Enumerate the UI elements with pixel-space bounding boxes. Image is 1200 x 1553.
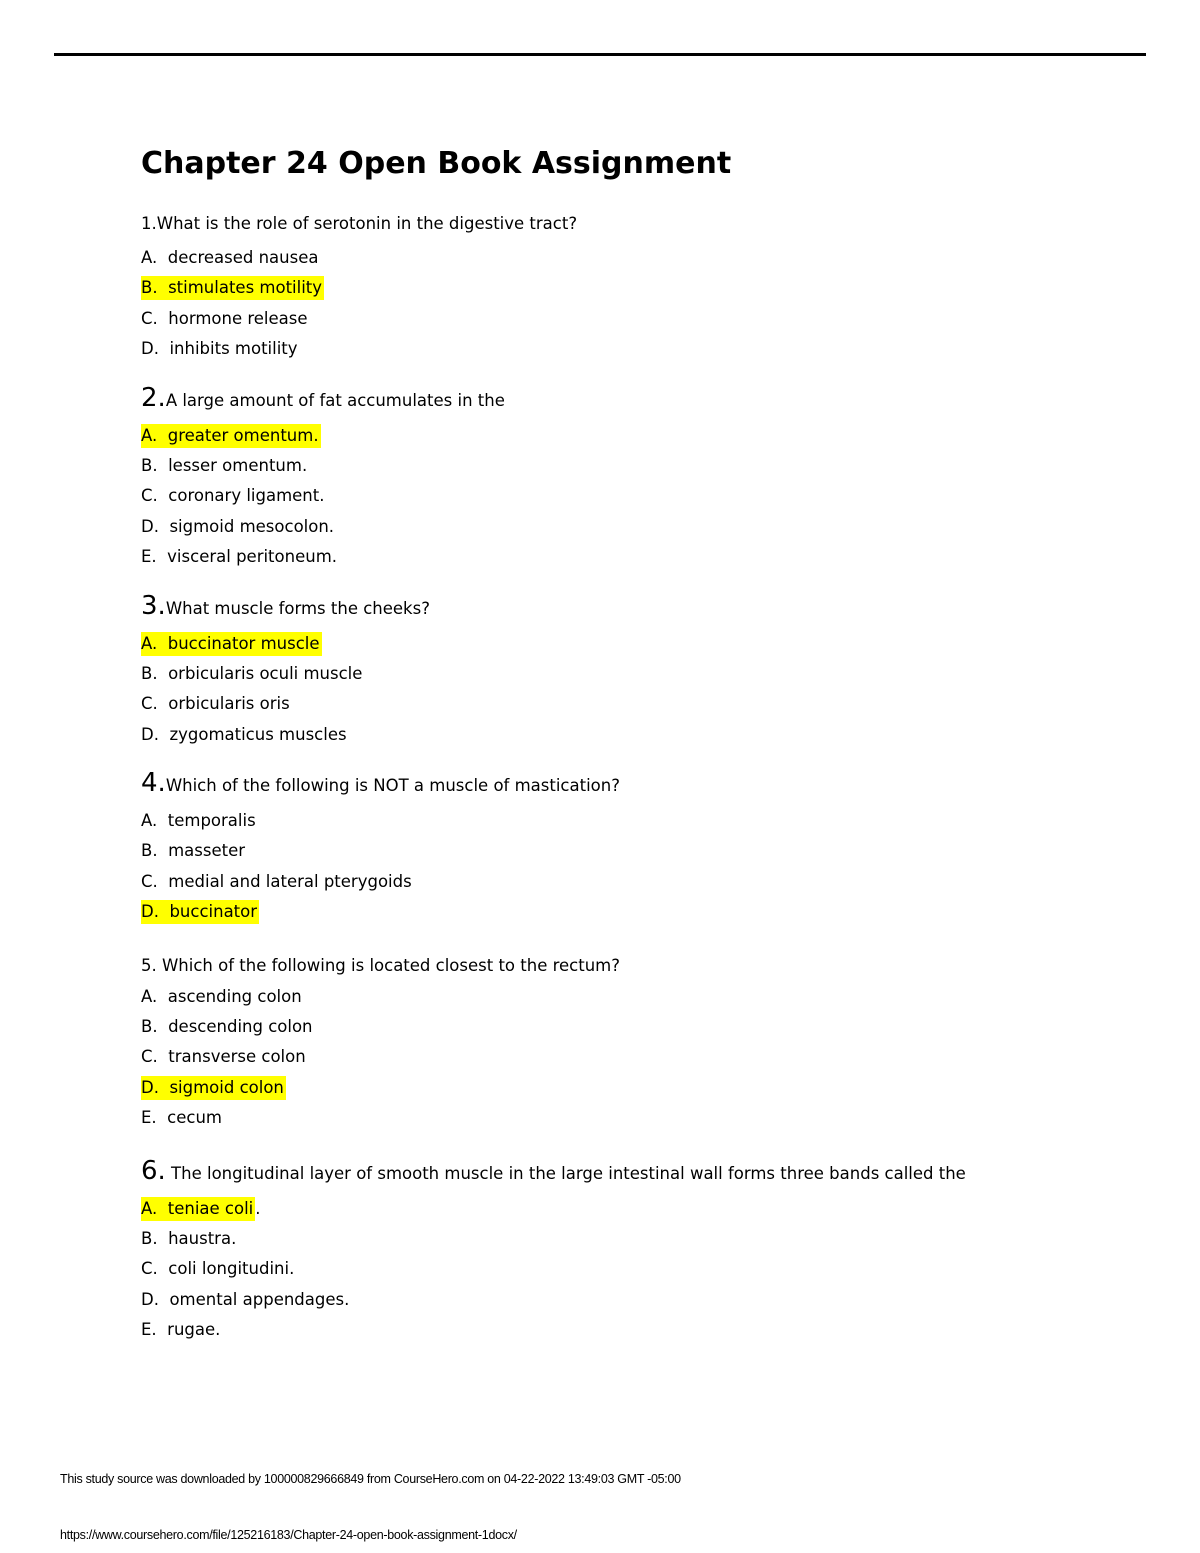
top-rule [54, 53, 1146, 56]
option-letter: C. [141, 308, 158, 328]
option-letter: E. [141, 1108, 157, 1128]
page-title: Chapter 24 Open Book Assignment [141, 146, 732, 181]
option-text: buccinator muscle [167, 633, 320, 653]
option-letter: A. [141, 986, 158, 1006]
document-body [141, 140, 1141, 1346]
option [141, 1254, 1141, 1284]
question-number: 6. [141, 1155, 166, 1186]
option [141, 334, 1141, 364]
option [141, 659, 1141, 689]
option-text: buccinator [169, 902, 258, 922]
option-letter: A. [141, 248, 158, 267]
option-text: rugae. [167, 1320, 221, 1340]
option-letter: B. [141, 663, 158, 683]
option-letter: D. [141, 339, 159, 359]
question-number: 1. [141, 214, 157, 233]
option-letter: B. [141, 455, 158, 475]
highlighted-answer [141, 424, 321, 448]
option [141, 867, 1141, 897]
option-letter: D. [141, 902, 159, 922]
option-letter: C. [141, 694, 158, 714]
option-text: coronary ligament. [168, 486, 325, 506]
question-number: 2. [141, 382, 166, 413]
option-letter: A. [141, 811, 158, 831]
question-4 [141, 768, 1141, 928]
question-number: 3. [141, 590, 166, 621]
option-text: masseter [168, 841, 246, 861]
question-2 [141, 382, 1141, 573]
option-letter: D. [141, 724, 159, 744]
option [141, 720, 1141, 750]
option-letter: B. [141, 841, 158, 861]
option-text: sigmoid colon [169, 1077, 284, 1097]
option-text: zygomaticus muscles [169, 724, 347, 744]
option-text: hormone release [168, 308, 308, 328]
option-letter: C. [141, 1259, 158, 1279]
option-text: transverse colon [168, 1047, 306, 1067]
option [141, 1042, 1141, 1072]
option-text: stimulates motility [168, 278, 323, 298]
option [141, 243, 1141, 273]
footer-url-link[interactable]: https://www.coursehero.com/file/125216183/Chapter-24-open-book-assignment-1docx/ [60, 1528, 517, 1542]
option-correct [141, 1194, 1141, 1224]
option-text: medial and lateral pterygoids [168, 871, 412, 891]
option-letter: E. [141, 1320, 157, 1340]
option-letter: E. [141, 547, 157, 567]
option-letter: A. [141, 425, 158, 445]
option-letter: D. [141, 516, 159, 536]
option [141, 982, 1141, 1012]
option-correct [141, 273, 1141, 303]
highlighted-answer [141, 1076, 286, 1100]
question-text: A large amount of fat accumulates in the [165, 390, 505, 410]
option-letter: B. [141, 1017, 158, 1037]
option-text: coli longitudini. [168, 1259, 295, 1279]
option-text: decreased nausea [167, 248, 319, 267]
question-text: Which of the following is NOT a muscle of mastication? [165, 776, 620, 796]
option-letter: C. [141, 871, 158, 891]
option-letter: C. [141, 1047, 158, 1067]
option [141, 481, 1141, 511]
option-letter: D. [141, 1077, 159, 1097]
question-5 [141, 950, 1141, 1134]
option [141, 689, 1141, 719]
option-correct [141, 421, 1141, 451]
option-text: cecum [167, 1108, 222, 1128]
question-text: Which of the following is located closest to the rectum? [156, 955, 620, 975]
option-letter: A. [141, 1198, 158, 1218]
option-text: visceral peritoneum. [167, 547, 338, 567]
question-number: 4. [141, 768, 166, 799]
option-letter: B. [141, 278, 158, 298]
question-text: The longitudinal layer of smooth muscle in the large intestinal wall forms three bands called the [165, 1163, 966, 1183]
option [141, 1012, 1141, 1042]
option-text: greater omentum. [167, 425, 319, 445]
option-text: orbicularis oculi muscle [168, 663, 363, 683]
option [141, 806, 1141, 836]
option-correct [141, 897, 1141, 927]
option-text: inhibits motility [169, 339, 298, 359]
option-letter: D. [141, 1289, 159, 1309]
option-text: sigmoid mesocolon. [169, 516, 335, 536]
option-letter: B. [141, 1228, 158, 1248]
option-text: orbicularis oris [168, 694, 290, 714]
highlighted-answer [141, 1197, 255, 1221]
question-6 [141, 1155, 1141, 1346]
option-text: teniae coli [167, 1198, 254, 1218]
option [141, 451, 1141, 481]
question-text: What muscle forms the cheeks? [165, 598, 430, 618]
option-text: temporalis [167, 811, 256, 831]
option [141, 1224, 1141, 1254]
highlighted-answer [141, 632, 322, 656]
question-number: 5. [141, 955, 157, 975]
option [141, 1285, 1141, 1315]
question-1 [141, 213, 1141, 365]
question-3 [141, 590, 1141, 751]
option [141, 512, 1141, 542]
option-text: lesser omentum. [168, 455, 308, 475]
option [141, 1103, 1141, 1133]
option [141, 836, 1141, 866]
option [141, 542, 1141, 572]
option-letter: A. [141, 633, 158, 653]
highlighted-answer [141, 900, 259, 924]
option-text: haustra. [168, 1228, 237, 1248]
highlighted-answer [141, 276, 324, 300]
option-correct [141, 629, 1141, 659]
option [141, 1315, 1141, 1345]
option-suffix: . [255, 1198, 261, 1218]
option-letter: C. [141, 486, 158, 506]
option-text: ascending colon [167, 986, 302, 1006]
footer-source-note: This study source was downloaded by 100000829666849 from CourseHero.com on 04-22-2022 13:49:03 GMT -05:00 [60, 1472, 681, 1486]
option-text: omental appendages. [169, 1289, 350, 1309]
option-text: descending colon [168, 1017, 313, 1037]
option-correct [141, 1073, 1141, 1103]
question-text: What is the role of serotonin in the digestive tract? [156, 214, 578, 233]
option [141, 304, 1141, 334]
